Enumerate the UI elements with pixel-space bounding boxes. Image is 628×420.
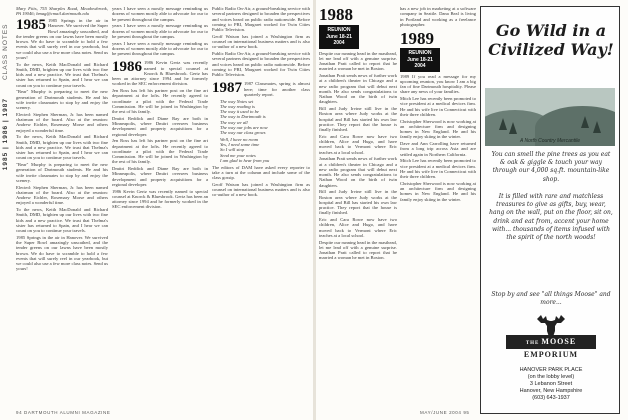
reunion-badge-1988: REUNION June 18-21 2004 [319,25,359,49]
left-column-1 [16,6,108,406]
class-years-label: 1985 | 1986 | 1987 [2,98,9,171]
column-paragraph: 1985 1985 Springs in the air in Hanover. We survived the Super Bowl amazingly unscathed, and the tender greens on our lawns have been mostly brown. We do have to scramble to hold a few events that will surely reel in our yearbook, but we could also use a few more class notes. Send us yours! [16,17,108,60]
class-year-heading: 1986 [112,59,142,76]
column-paragraph: Bill and Judy Irvine still live in the Boston area where Judy works at the hospital and Bill has started his own law practice. They report that the house is finally finished. [319,106,397,132]
column-paragraph: Jen Ross has left his partner post on the fine art department at the lofts. He recently agreed to coordinate a pilot with the Federal Trade Commission. He will be joined in Washington by the rest of his family. [112,138,208,165]
class-year-heading: 1988 [319,6,353,24]
column-paragraph: 1986 1986 Kevin Gertz was recently named to special counsel at Knorck & Bluesbrook. Gertz has been an attorney since 1994 and he formerly worked in the SEC enforcement division. [112,59,208,87]
poem-block: The way Notes set The way reading is The way it used to be The way to Dartmouth is The way we all The way our jobs are now The way our class grows [220,98,268,135]
column-paragraph: years I have seen a mostly message reminding us dozens of women mostly able to advocate for our to be present throughout the campus. [112,40,208,56]
moose-emporium-ad[interactable] [480,6,620,414]
column-paragraph: Jonathan Pratt sends news of further work at a children's theater in Chicago and a new radio program that will debut next month. He also sends congratulations to Nathan Wood on the birth of twin daughters. [319,73,397,105]
column-paragraph: Despite our running head in the masthead, let me lead off with a genuine surprise. Jonathan Pratt called to report that he married a woman he met in Boston. [319,239,397,261]
column-paragraph: Christopher Sherwood is now working at an architecture firm and designing homes in New England. He and his family enjoy skiing in the winter. [400,180,476,202]
column-paragraph: Jonathan Pratt sends news of further work at a children's theater in Chicago and a new radio program that will debut next month. He also sends congratulations to Nathan Wood on the birth of twin daughters. [319,156,397,188]
class-year-heading: 1985 [16,17,46,33]
moose-emporium-logo [506,315,596,361]
ad-tagline: You can smell the pine trees as you eat & oak & giggle & touch your way through our 4,000 sq.ft. mountain-like shop. [491,151,611,183]
left-folio: 94 DARTMOUTH ALUMNI MAGAZINE [16,410,111,415]
logo-brand: MOOSE [541,337,577,346]
column-paragraph: Mitch Lee has recently been promoted to vice president at a medical devices firm. He and his wife live in Connecticut with their three children. [400,158,476,179]
column-paragraph: Eric and Cara Rowe now have two children, Alice and Hugo, and have moved back to Vermont where Eric teaches at a local school. [319,217,397,238]
column-paragraph: To the news, Keith MacDonald and Richard Smith, DMD, brighten up our lives with two fine kids and a new practice. We trust that Thelma's sister has returned to Spain, and I hear we can count on you to continue your travels. [16,134,108,161]
column-paragraph: 1985 Springs in the air in Hanover. We survived the Super Bowl amazingly unscathed, and the tender greens on our lawns have been mostly brown. We do have to scramble to hold a few events that will surely reel in our yearbook, but we could also use a few more class notes. Send us yours! [16,234,108,272]
pine-tree-icon [509,122,517,134]
column-paragraph: "Bear" Murphy is preparing to meet the new generation of Dartmouth students. He and his wife invite classmates to stop by and enjoy the scenery. [16,162,108,183]
column-paragraph: Geoff Watson has joined a Washington firm as counsel on international business matters and is also co-author of a new book. [212,181,310,198]
pine-tree-icon [581,116,589,128]
class-1988-header [319,6,397,23]
right-column-2 [400,6,476,406]
column-paragraph: Christopher Sherwood is now working at an architecture firm and designing homes in New England. He and his family enjoy skiing in the winter. [400,118,476,140]
column-paragraph: Elected: Stephen Sherman, Jr. has been named chairman of the board. Also at the reunion: Andrew Eichler, Rosemary Morse and others enjoyed a wonderful time. [16,184,108,206]
column-paragraph: Geoff Watson has joined a Washington firm as counsel on international business matters and is also co-author of a new book. [212,33,310,50]
column-paragraph: Despite our running head in the masthead, let me lead off with a genuine surprise. Jonathan Pratt called to report that he married a woman he met in Boston. [319,50,397,72]
column-paragraph: 1986 Kevin Gertz was recently named to special counsel at Knorck & Bluesbrook. Gertz has been an attorney since 1994 and he formerly worked in the SEC enforcement division. [112,188,208,210]
moose-icon [533,315,569,337]
left-column-3 [212,6,310,406]
ad-poem: It is filled with rare and matchless treasures to give as gifts, buy, wear, hang on the wall, put on the floor, sit on, drink and eat from, accent your home with... thousands of items infused with the spirit of the north woods! [489,193,613,242]
column-paragraph: Jen Ross has left his partner post on the fine art department at the lofts. He recently agreed to coordinate a pilot with the Federal Trade Commission. He will be joined in Washington by the rest of his family. [112,88,208,114]
logo-prefix: THE [525,341,540,346]
reunion-badge-1989: REUNION June 18-21 2004 [400,48,440,72]
column-paragraph: To the news, Keith MacDonald and Richard Smith, DMD, brighten up our lives with two fine kids and a new practice. We trust that Thelma's sister has returned to Spain, and I hear we can count on you to continue your travels. [16,207,108,233]
column-paragraph: years I have seen a mostly message reminding us dozens of women mostly able to advocate for our to be present throughout the campus. [112,23,208,39]
right-folio: MAY/JUNE 2004 95 [420,410,470,415]
column-paragraph: has a new job in marketing at a software company in Seattle. Dana Beal is living in Portland and working as a freelance photographer. [400,6,476,27]
pine-tree-icon [499,118,507,130]
column-paragraph: Public Radio On-Air, a ground-breaking service with several partners designed to broaden the perspectives and voices heard on public radio nationwide. Before coming to PRI, Margaret worked for Twin Cities Public Television. [212,51,310,77]
column-paragraph: Mary Fitts, 755 Sharples Road, Meadowbrook, PA 19046; bmag@cmail.dartmouth.edu [16,6,108,17]
column-paragraph: To the news, Keith MacDonald and Richard Smith, DMD, brighten up our lives with two fine kids and a new practice. We trust that Thelma's sister has returned to Spain, and I hear we can count on you to continue your travels. [16,61,108,88]
column-paragraph: Public Radio On-Air, a ground-breaking service with several partners designed to broaden the perspectives and voices heard on public radio nationwide. Before coming to PRI, Margaret worked for Twin Cities Public Television. [212,6,310,32]
class-notes-side-tab [2,6,12,410]
logo-banner [506,335,596,349]
ad-address: HANOVER PARK PLACE (on the lobby level) 3 Lebanon Street Hanover, New Hampshire (603) 643-1937 [519,367,583,401]
column-paragraph: 1989 If you read a message for my upcoming reunion, you know I am a big fan of fine Dartmouth hospitality. Please share any news of your families. [400,73,476,95]
logo-emporium: EMPORIUM [523,350,579,359]
poem-block: Well, I have no room Yes, I need some time So I will stop Send me your notes I am glad to hear from you [220,136,270,163]
class-year-heading: 1989 [400,29,434,48]
column-paragraph: Dmitri Reddick and Diane Ray are both in Minneapolis, where Dmitri oversees business development and property acquisitions for a regional developer. [112,115,208,137]
column-paragraph: 1987 1987 Classmates, spring is almost here; time for another class quarterly report. [212,80,310,97]
column-paragraph: Elected: Stephen Sherman, Jr. has been named chairman of the board. Also at the reunion: Andrew Eichler, Rosemary Morse and others enjoyed a wonderful time. [16,111,108,133]
ad-headline: Go Wild in a Civilized Way! [488,21,614,59]
class-notes-label: CLASS NOTES [2,23,9,80]
column-paragraph: years I have seen a mostly message reminding us dozens of women mostly able to advocate for our to be present throughout the campus. [112,6,208,22]
page-gutter [313,0,316,420]
ad-call-to-action: Stop by and see "all things Moose" and more... [491,291,611,307]
column-paragraph: Eric and Cara Rowe now have two children, Alice and Hugo, and have moved back to Vermont where Eric teaches at a local school. [319,133,397,155]
column-paragraph: Dave and Ann Carrolling have returned from a long trip across Asia and are settled again in Northern California. [400,141,476,157]
north-country-landscape-image [485,88,615,146]
column-paragraph: The editors of DAM have asked every reporter to take a turn at the column and include some of the class gossip. [212,164,310,180]
class-year-heading: 1987 [212,80,242,97]
column-paragraph: Dmitri Reddick and Diane Ray are both in Minneapolis, where Dmitri oversees business development and property acquisitions for a regional developer. [112,166,208,187]
right-column-1 [319,6,397,406]
class-1989-header [400,30,476,72]
column-paragraph: Bill and Judy Irvine still live in the Boston area where Judy works at the hospital and Bill has started his own law practice. They report that the house is finally finished. [319,189,397,216]
pine-tree-icon [593,121,601,133]
column-paragraph: Mitch Lee has recently been promoted to vice president at a medical devices firm. He and his wife live in Connecticut with their three children. [400,96,476,117]
column-paragraph: "Bear" Murphy is preparing to meet the new generation of Dartmouth students. He and his wife invite classmates to stop by and enjoy the scenery. [16,89,108,110]
ad-strip-caption: A North Country Mercantile [519,138,581,144]
left-column-2 [112,6,208,406]
